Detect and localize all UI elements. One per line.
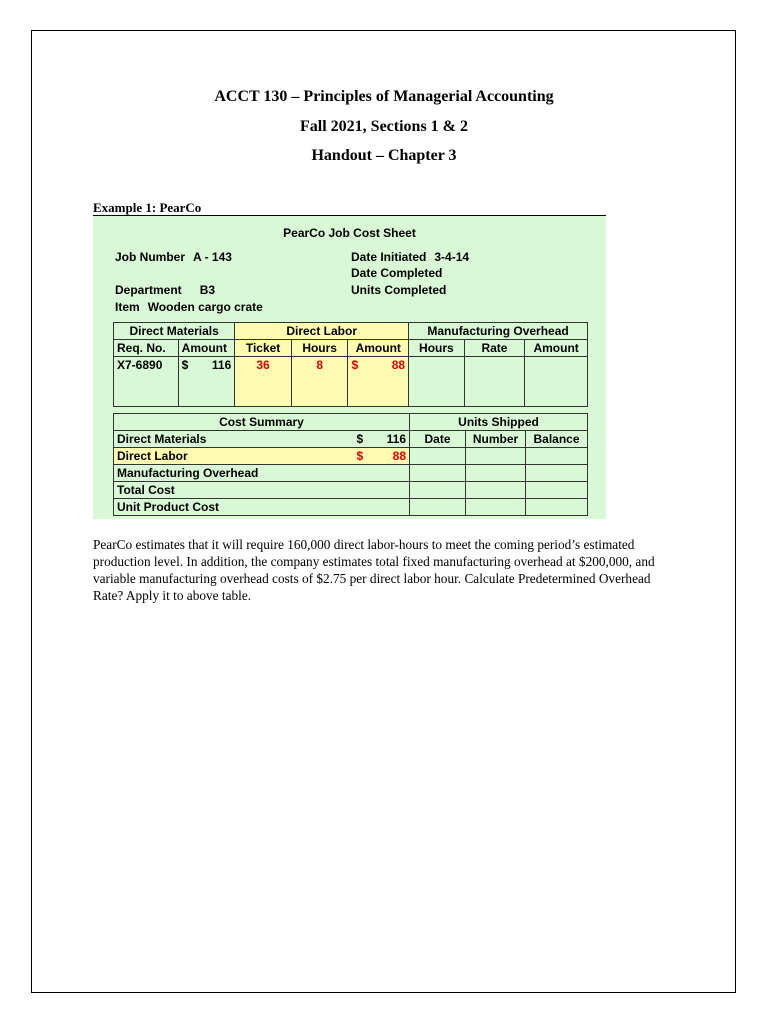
shipped-cell	[526, 448, 588, 465]
handout-title: Handout – Chapter 3	[311, 147, 457, 164]
department-label: Department	[115, 283, 182, 297]
dl-amount-header: Amount	[348, 340, 409, 357]
summary-amount-dm	[354, 431, 410, 448]
oh-amount-header: Amount	[525, 340, 588, 357]
units-completed-label: Units Completed	[351, 283, 447, 297]
dl-amount-value: 88	[391, 358, 406, 372]
job-cost-sheet	[93, 215, 606, 519]
date-header: Date	[410, 431, 466, 448]
table-row	[114, 357, 588, 407]
problem-paragraph: PearCo estimates that it will require 160,000 direct labor-hours to meet the coming period’s estimated production level. In addition, the company estimates total fixed manufacturing overhead at $200,000, and variable manufacturing overhead costs of $2.75 per direct labor hour. Calculate Predetermined Overhead Rate? Apply it to above table.	[93, 537, 655, 603]
dl-currency: $	[351, 358, 359, 372]
summary-currency-dl: $	[356, 449, 364, 463]
department-field	[115, 283, 215, 297]
date-initiated-value: 3-4-14	[434, 250, 470, 264]
table-row	[114, 465, 588, 482]
shipped-cell	[466, 465, 526, 482]
semester-title: Fall 2021, Sections 1 & 2	[300, 118, 468, 135]
dm-amount-header: Amount	[178, 340, 235, 357]
shipped-cell	[526, 499, 588, 516]
item-field	[115, 300, 263, 314]
summary-value-dm: 116	[386, 432, 406, 446]
ticket-cell: 36	[235, 357, 292, 407]
direct-materials-header: Direct Materials	[114, 323, 235, 340]
summary-value-dl: 88	[392, 449, 406, 463]
req-no-cell: X7-6890	[114, 357, 179, 407]
manufacturing-overhead-header: Manufacturing Overhead	[409, 323, 588, 340]
shipped-cell	[526, 482, 588, 499]
table-row	[114, 499, 588, 516]
oh-rate-header: Rate	[464, 340, 525, 357]
dm-amount-value: 116	[211, 358, 232, 372]
date-initiated-field	[351, 250, 469, 264]
units-shipped-header: Units Shipped	[410, 414, 588, 431]
oh-hours-header: Hours	[409, 340, 465, 357]
shipped-cell	[466, 482, 526, 499]
date-initiated-label: Date Initiated	[351, 250, 427, 264]
req-no-header: Req. No.	[114, 340, 179, 357]
shipped-cell	[410, 482, 466, 499]
dm-currency: $	[181, 358, 189, 372]
table-row	[114, 431, 588, 448]
sheet-title: PearCo Job Cost Sheet	[283, 226, 416, 240]
oh-amount-cell	[525, 357, 588, 407]
shipped-cell	[410, 448, 466, 465]
table-row	[114, 482, 588, 499]
shipped-cell	[466, 499, 526, 516]
job-number-field	[115, 250, 232, 264]
oh-rate-cell	[464, 357, 525, 407]
summary-label-unit: Unit Product Cost	[114, 499, 410, 516]
item-label: Item	[115, 300, 140, 314]
summary-currency-dm: $	[356, 432, 364, 446]
dl-amount-cell	[348, 357, 409, 407]
summary-label-dm: Direct Materials	[114, 431, 354, 448]
summary-label-total: Total Cost	[114, 482, 410, 499]
number-header: Number	[466, 431, 526, 448]
shipped-cell	[466, 448, 526, 465]
hours-header: Hours	[291, 340, 348, 357]
summary-label-moh: Manufacturing Overhead	[114, 465, 410, 482]
cost-summary-table	[113, 413, 588, 516]
oh-hours-cell	[409, 357, 465, 407]
summary-amount-dl	[354, 448, 410, 465]
shipped-cell	[410, 465, 466, 482]
job-number-label: Job Number	[115, 250, 186, 264]
department-value: B3	[199, 283, 216, 297]
direct-labor-header: Direct Labor	[235, 323, 409, 340]
item-value: Wooden cargo crate	[147, 300, 263, 314]
dm-amount-cell	[178, 357, 235, 407]
hours-cell: 8	[291, 357, 348, 407]
balance-header: Balance	[526, 431, 588, 448]
table-row	[114, 448, 588, 465]
shipped-cell	[526, 465, 588, 482]
cost-summary-header: Cost Summary	[114, 414, 410, 431]
summary-label-dl: Direct Labor	[114, 448, 354, 465]
course-title: ACCT 130 – Principles of Managerial Accounting	[214, 88, 554, 105]
ticket-header: Ticket	[235, 340, 292, 357]
job-costs-table	[113, 322, 588, 407]
job-number-value: A - 143	[193, 250, 232, 264]
example-label: Example 1: PearCo	[93, 200, 202, 215]
shipped-cell	[410, 499, 466, 516]
date-completed-label: Date Completed	[351, 266, 443, 280]
